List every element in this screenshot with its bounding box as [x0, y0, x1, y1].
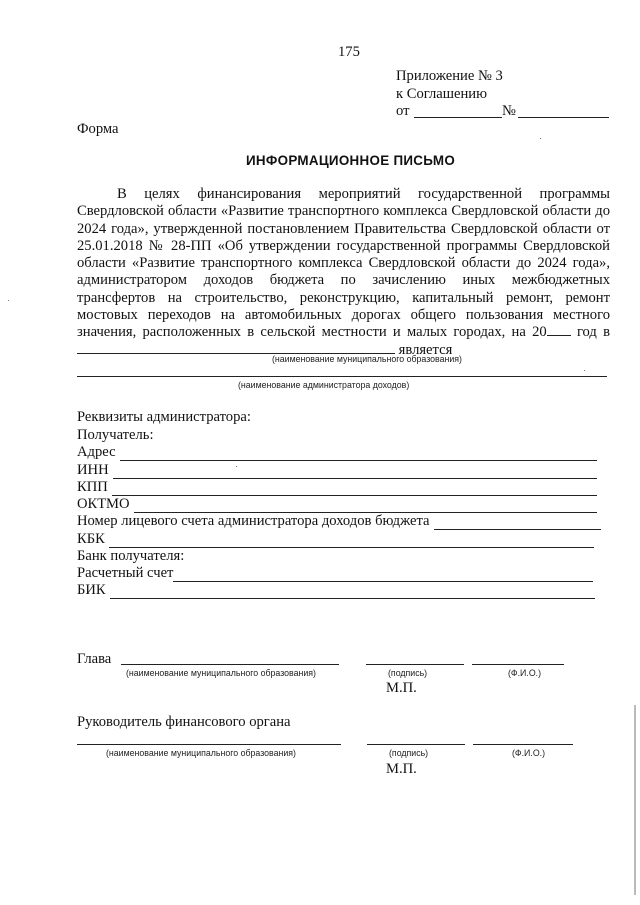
caption-municipality: (наименование муниципального образования)	[272, 354, 462, 364]
requisites-heading: Реквизиты администратора:	[77, 409, 251, 425]
kbk-field[interactable]	[77, 531, 594, 548]
bik-label: БИК	[77, 582, 106, 598]
account-field[interactable]	[77, 513, 601, 530]
address-line[interactable]	[120, 447, 597, 461]
appendix-from-label: от	[396, 103, 410, 119]
appendix-date-line[interactable]	[414, 117, 502, 118]
head-municipality-line[interactable]	[121, 664, 339, 665]
address-label: Адрес	[77, 444, 116, 460]
finance-caption-municipality: (наименование муниципального образования)	[106, 748, 296, 758]
appendix-title: Приложение № 3	[396, 68, 503, 84]
kpp-line[interactable]	[112, 482, 597, 496]
appendix-agreement: к Соглашению	[396, 86, 488, 102]
appendix-number-line[interactable]	[518, 117, 609, 118]
inn-label: ИНН	[77, 462, 109, 478]
settlement-line[interactable]	[173, 568, 593, 582]
kbk-line[interactable]	[109, 534, 594, 548]
municipality-blank[interactable]	[77, 342, 395, 354]
finance-caption-fio: (Ф.И.О.)	[512, 748, 546, 758]
year-tail: год в	[576, 324, 610, 341]
account-line[interactable]	[434, 516, 602, 530]
inn-line[interactable]	[113, 465, 597, 479]
finance-head-label: Руководитель финансового органа	[77, 714, 291, 730]
scan-edge-shadow	[634, 705, 636, 895]
settlement-label: Расчетный счет	[77, 565, 174, 581]
document-title: ИНФОРМАЦИОННОЕ ПИСЬМО	[246, 153, 456, 168]
admin-name-line[interactable]	[77, 376, 607, 377]
finance-signature-line[interactable]	[367, 744, 465, 745]
head-label: Глава	[77, 651, 112, 667]
is-word: является	[398, 341, 453, 358]
inn-field[interactable]	[77, 462, 597, 479]
bik-field[interactable]	[77, 582, 595, 599]
finance-municipality-line[interactable]	[77, 744, 341, 745]
address-field[interactable]	[77, 444, 597, 461]
head-caption-signature: (подпись)	[388, 668, 428, 678]
scan-speck	[8, 300, 9, 301]
paragraph-text: В целях финансирования мероприятий государственной программы Свердловской области «Развитие транспортного комплекса Свердловской области до 2024 года», утвержденной постановлением Правительства Свердловской области от 25.01.2018 № 28-ПП «Об утверждении государственной программы Свердловской области «Развитие транспортного комплекса Свердловской области до 2024 года», администратором доходов бюджета по зачислению иных межбюджетных трансфертов на строительство, реконструкцию, капитальный ремонт, ремонт мостовых переходов на автомобильных дорогах общего пользования местного значения, расположенных в сельской местности и малых городах, на 20	[77, 186, 610, 341]
bik-line[interactable]	[110, 585, 595, 599]
caption-admin: (наименование администратора доходов)	[238, 380, 410, 390]
scan-speck	[584, 370, 585, 371]
kpp-label: КПП	[77, 479, 108, 495]
kpp-field[interactable]	[77, 479, 597, 496]
account-label: Номер лицевого счета администратора доходов бюджета	[77, 513, 430, 529]
head-fio-line[interactable]	[472, 664, 564, 665]
appendix-number-label: №	[502, 103, 516, 119]
bank-label: Банк получателя:	[77, 548, 185, 564]
oktmo-label: ОКТМО	[77, 496, 130, 512]
recipient-label: Получатель:	[77, 427, 154, 443]
head-caption-municipality: (наименование муниципального образования)	[126, 668, 316, 678]
year-blank[interactable]	[547, 324, 571, 336]
finance-fio-line[interactable]	[473, 744, 573, 745]
main-paragraph	[77, 186, 610, 359]
oktmo-line[interactable]	[134, 499, 597, 513]
finance-caption-signature: (подпись)	[389, 748, 429, 758]
scan-speck	[540, 138, 541, 139]
scan-speck	[236, 466, 237, 467]
settlement-field[interactable]	[77, 565, 593, 582]
head-stamp: М.П.	[386, 680, 417, 696]
page-number: 175	[338, 44, 360, 60]
head-caption-fio: (Ф.И.О.)	[508, 668, 542, 678]
kbk-label: КБК	[77, 531, 105, 547]
form-label: Форма	[77, 121, 119, 137]
head-signature-line[interactable]	[366, 664, 464, 665]
oktmo-field[interactable]	[77, 496, 597, 513]
finance-stamp: М.П.	[386, 761, 417, 777]
